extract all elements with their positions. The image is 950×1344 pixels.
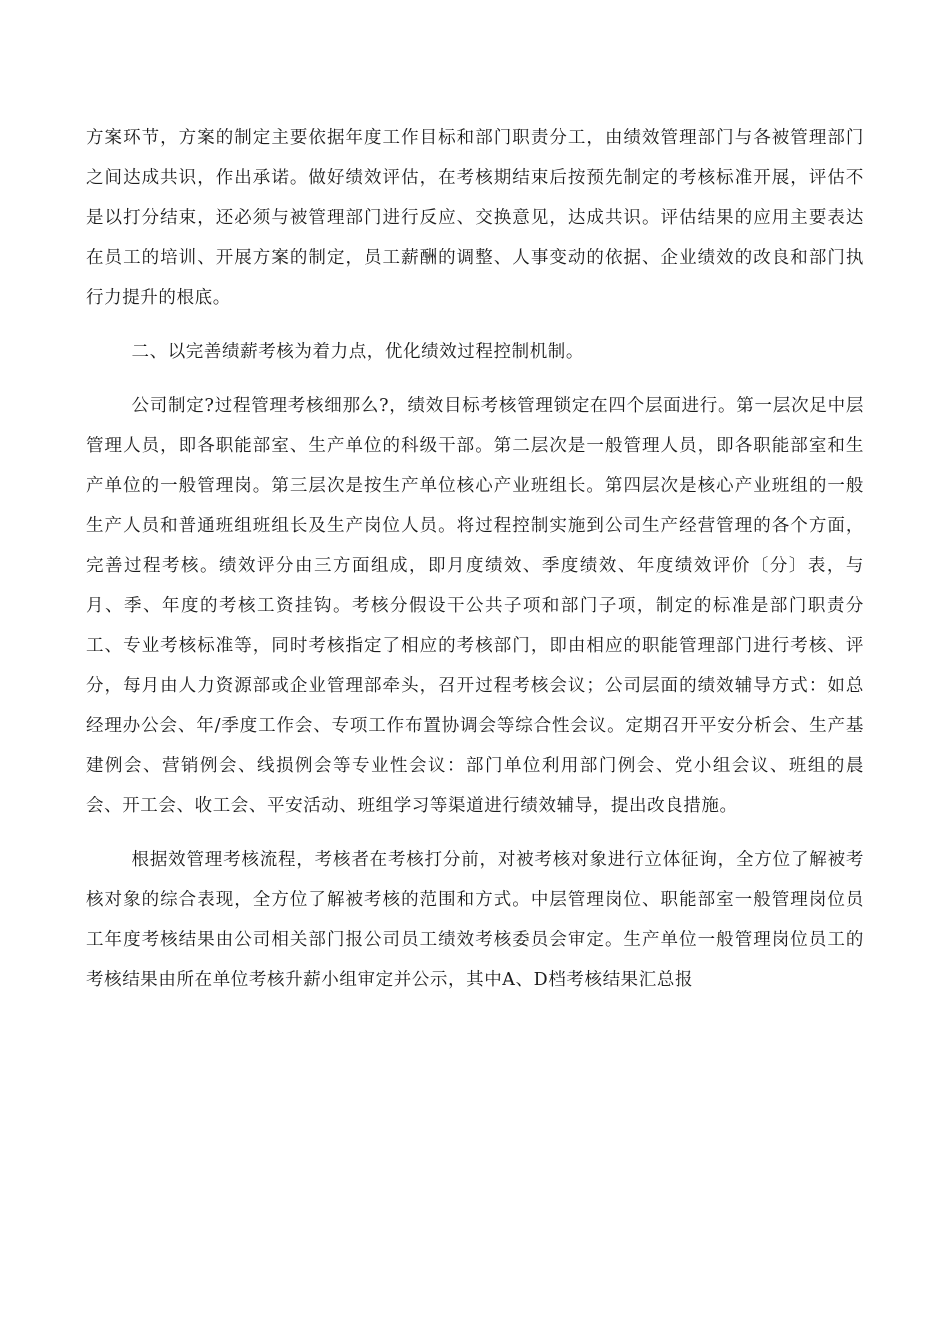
paragraph-process-management: 公司制定?过程管理考核细那么?，绩效目标考核管理锁定在四个层面进行。第一层次足中层管理人员，即各职能部室、生产单位的科级干部。第二层次是一般管理人员，即各职能部室和生产单位的一般管理岗。第三层次是按生产单位核心产业班组长。第四层次是核心产业班组的一般生产人员和普通班组班组长及生产岗位人员。将过程控制实施到公司生产经营管理的各个方面，完善过程考核。绩效评分由三方面组成，即月度绩效、季度绩效、年度绩效评价〔分〕表，与月、季、年度的考核工资挂钩。考核分假设干公共子项和部门子项，制定的标准是部门职责分工、专业考核标准等，同时考核指定了相应的考核部门，即由相应的职能管理部门进行考核、评分，每月由人力资源部或企业管理部牵头，召开过程考核会议；公司层面的绩效辅导方式：如总经理办公会、年/季度工作会、专项工作布置协调会等综合性会议。定期召开平安分析会、生产基建例会、营销例会、线损例会等专业性会议：部门单位利用部门例会、党小组会议、班组的晨会、开工会、收工会、平安活动、班组学习等渠道进行绩效辅导，提出改良措施。 [86,396,864,816]
document-body [86,118,864,1014]
paragraph-evaluation-results: 方案环节，方案的制定主要依据年度工作目标和部门职责分工，由绩效管理部门与各被管理部门之间达成共识，作出承诺。做好绩效评估，在考核期结束后按预先制定的考核标准开展，评估不是以打分结束，还必须与被管理部门进行反应、交换意见，达成共识。评估结果的应用主要表达在员工的培训、开展方案的制定，员工薪酬的调整、人事变动的依据、企业绩效的改良和部门执行力提升的根底。 [86,128,864,308]
section-heading-2: 二、以完善绩薪考核为着力点，优化绩效过程控制机制。 [131,342,584,362]
paragraph-assessment-flow: 根据效管理考核流程，考核者在考核打分前，对被考核对象进行立体征询，全方位了解被考核对象的综合表现，全方位了解被考核的范围和方式。中层管理岗位、职能部室一般管理岗位员工年度考核结果由公司相关部门报公司员工绩效考核委员会审定。生产单位一般管理岗位员工的考核结果由所在单位考核升薪小组审定并公示，其中A、D档考核结果汇总报 [86,850,864,990]
